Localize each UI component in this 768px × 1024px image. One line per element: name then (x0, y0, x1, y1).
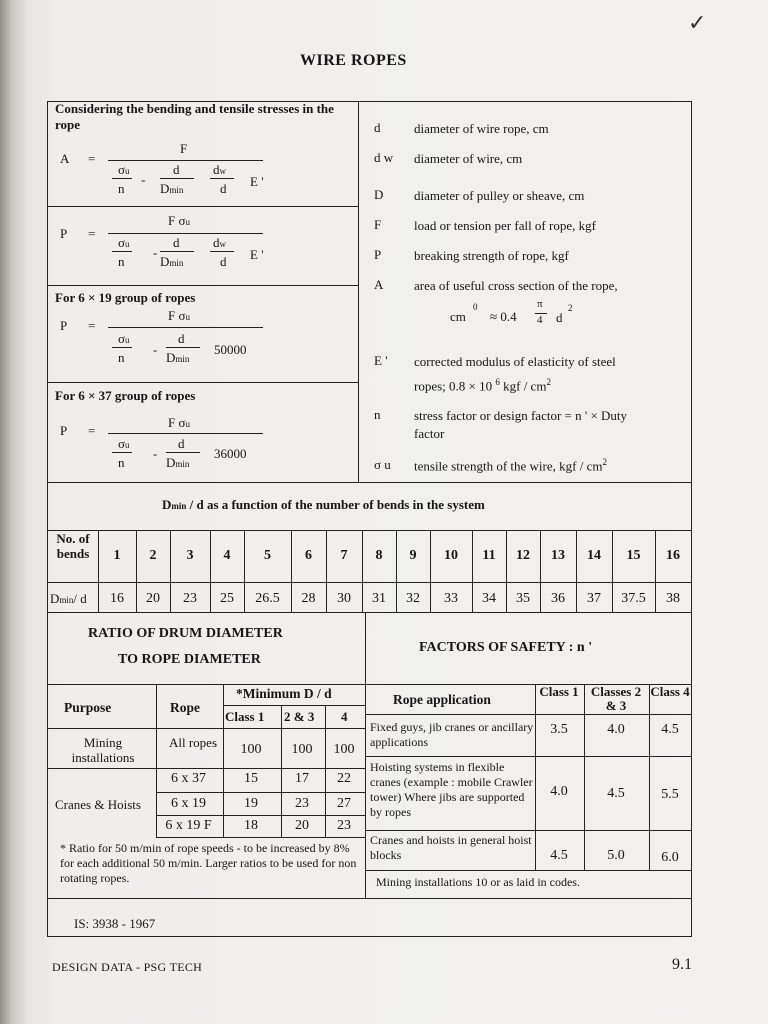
dmin-ratio: 16 (110, 591, 124, 606)
divider (48, 285, 358, 286)
symbol-description: tensile strength of the wire, kgf / $cm^2$ (414, 457, 607, 474)
drum-value: 20 (295, 818, 309, 833)
bends-row-label: No. of bends (56, 531, 90, 561)
fraction-bar (112, 452, 132, 453)
bend-count: 13 (551, 548, 565, 563)
divider (156, 815, 365, 816)
subcol-class23: 2 & 3 (284, 709, 315, 724)
drum-title-line1: RATIO OF DRUM DIAMETER (88, 626, 283, 641)
drum-value: 100 (333, 742, 355, 757)
rope-type: 6 x 19 (171, 796, 206, 811)
bend-count: 11 (482, 548, 496, 563)
divider (223, 705, 365, 706)
d-symbol: d (173, 235, 180, 250)
bends-title: Dmin / d as a function of the number of bends in the system (162, 497, 485, 512)
bend-count: 3 (186, 548, 194, 563)
four-symbol: 4 (537, 314, 543, 326)
safety-mining-note: Mining installations 10 or as laid in codes. (376, 875, 580, 889)
safety-value: 4.0 (550, 784, 568, 799)
n-symbol: n (118, 350, 125, 365)
E-prime: E ' (250, 247, 264, 262)
bend-count: 5 (264, 548, 271, 563)
divider (223, 684, 224, 837)
dmin-ratio: 37.5 (621, 591, 646, 606)
col-rope: Rope (170, 700, 200, 715)
bend-count: 2 (149, 548, 157, 563)
divider (365, 612, 366, 898)
dmin-ratio: 25 (220, 591, 234, 606)
divider (365, 870, 691, 871)
equals-sign: = (88, 318, 96, 333)
divider (365, 830, 691, 831)
drum-value: 23 (337, 818, 351, 833)
n-line2: factor (414, 426, 445, 441)
sigma-symbol: σu (118, 235, 130, 250)
bend-count: 14 (587, 548, 601, 563)
safety-application: Cranes and hoists in general hoist blocks (370, 833, 532, 862)
drum-value: 22 (337, 771, 351, 786)
Dmin-symbol: Dmin (160, 181, 184, 196)
footer-left: DESIGN DATA - PSG TECH (52, 960, 203, 974)
dmin-ratio: 33 (444, 591, 458, 606)
minus-sign: - (153, 245, 158, 260)
fraction-bar (166, 347, 200, 348)
fraction-bar (160, 178, 194, 179)
col-class4: Class 4 (650, 684, 690, 699)
bend-count: 8 (375, 548, 383, 563)
fraction-bar (112, 251, 132, 252)
fraction-bar (108, 233, 263, 234)
bend-count: 12 (516, 548, 530, 563)
sigma-symbol: σu (118, 436, 130, 451)
symbol: n (374, 407, 381, 422)
Dmin-symbol: Dmin (166, 455, 190, 470)
formula-intro: Considering the bending and tensile stresses in the rope (55, 101, 334, 132)
symbol-description: stress factor or design factor = n ' × Duty (414, 408, 628, 423)
symbol-description: load or tension per fall of rope, kgf (414, 218, 596, 233)
symbol: σ u (374, 457, 391, 472)
minus-sign: - (141, 172, 146, 187)
fraction-bar (112, 178, 132, 179)
col-purpose: Purpose (64, 700, 112, 715)
d-symbol: d (173, 162, 180, 177)
col-classes23: Classes 2 & 3 (590, 684, 642, 713)
safety-application: Fixed guys, jib cranes or ancillary applications (370, 720, 534, 749)
divider (358, 102, 359, 482)
page-title: WIRE ROPES (300, 52, 407, 69)
bend-count: 1 (113, 548, 121, 563)
fraction-bar (160, 251, 194, 252)
equals-sign: = (88, 423, 96, 438)
col-min-ratio: *Minimum D / d (236, 686, 332, 701)
subcol-class1: Class 1 (225, 709, 265, 724)
divider (649, 684, 650, 870)
purpose-mining: Mining installations (71, 735, 135, 765)
fraction-bar (108, 160, 263, 161)
col-class1: Class 1 (539, 684, 579, 699)
safety-value: 4.0 (607, 722, 625, 737)
subcol-class4: 4 (341, 709, 348, 724)
dmin-ratio: 30 (337, 591, 351, 606)
drum-value: 27 (337, 796, 351, 811)
divider (48, 382, 358, 383)
divider (48, 612, 691, 613)
safety-value: 5.0 (607, 848, 625, 863)
group-19-label: For 6 × 19 group of ropes (55, 290, 196, 305)
safety-title: FACTORS OF SAFETY : n ' (419, 640, 593, 655)
Dmin-symbol: Dmin (160, 254, 184, 269)
sigma-symbol: σu (118, 331, 130, 346)
drum-value: 100 (240, 742, 262, 757)
dmin-ratio: 31 (372, 591, 386, 606)
page-number: 9.1 (672, 956, 692, 973)
purpose-cranes: Cranes & Hoists (55, 797, 141, 812)
dmin-ratio: 34 (482, 591, 496, 606)
bend-count: 16 (666, 548, 680, 563)
constant-36000: 36000 (214, 446, 247, 461)
symbol: A (374, 277, 384, 292)
symbol: D (374, 187, 384, 202)
constant-50000: 50000 (214, 342, 247, 357)
area-approx: ≈ 0.4 (490, 309, 517, 324)
drum-note: * Ratio for 50 m/min of rope speeds - to be increased by 8% for each additional 50 m/min. Larger ratios to be used for non rotating ropes. (60, 841, 357, 885)
divider (48, 582, 691, 583)
rope-type: 6 x 19 F (165, 818, 212, 833)
divider (48, 482, 691, 483)
pi-symbol: π (537, 298, 543, 310)
sigma-symbol: σu (118, 162, 130, 177)
divider (48, 530, 691, 531)
symbol-description: diameter of pulley or sheave, cm (414, 188, 585, 203)
divider (365, 714, 691, 715)
d-symbol: d (220, 254, 227, 269)
n-symbol: n (118, 455, 125, 470)
safety-value: 4.5 (607, 786, 625, 801)
numerator-F-sigma: F σu (168, 308, 190, 323)
symbol: E ' (374, 353, 388, 368)
bend-count: 4 (223, 548, 231, 563)
divider (48, 728, 365, 729)
drum-title-line2: TO ROPE DIAMETER (118, 652, 261, 667)
bend-count: 15 (626, 548, 641, 563)
dmin-ratio: 36 (551, 591, 565, 606)
equals-sign: = (88, 226, 96, 241)
symbol: P (374, 247, 382, 262)
formula-P-lhs: P (60, 318, 68, 333)
bend-count: 10 (444, 548, 458, 563)
drum-value: 100 (291, 742, 313, 757)
dmin-ratio: 23 (183, 591, 197, 606)
numerator-F-sigma: F σu (168, 415, 190, 430)
drum-value: 23 (295, 796, 309, 811)
dmin-ratio: 26.5 (255, 591, 280, 606)
divider (365, 756, 691, 757)
dmin-ratio: 32 (406, 591, 420, 606)
divider (48, 898, 691, 899)
area-cm: cm (450, 309, 466, 324)
divider (535, 684, 536, 870)
divider (156, 684, 157, 837)
symbol-description: corrected modulus of elasticity of steel (414, 354, 616, 369)
divider (48, 768, 365, 769)
divider (48, 206, 358, 207)
equals-sign: = (88, 151, 96, 166)
formula-P-lhs: P (60, 226, 68, 241)
fraction-bar (108, 433, 263, 434)
drum-value: 19 (244, 796, 258, 811)
fraction-bar (166, 452, 200, 453)
safety-value: 4.5 (661, 722, 679, 737)
divider (156, 837, 365, 838)
symbol-description: breaking strength of rope, kgf (414, 248, 569, 263)
divider (156, 792, 365, 793)
formula-P-lhs: P (60, 423, 68, 438)
d-symbol: d (178, 436, 185, 451)
drum-value: 15 (244, 771, 258, 786)
Dmin-symbol: Dmin (166, 350, 190, 365)
rope-type: 6 x 37 (171, 771, 206, 786)
n-symbol: n (118, 254, 125, 269)
drum-value: 18 (244, 818, 258, 833)
dmin-ratio: 20 (146, 591, 160, 606)
safety-application: Hoisting systems in flexible cranes (example : mobile Crawler tower) Where jibs are supported by ropes (370, 760, 533, 819)
symbol: d w (374, 150, 394, 165)
dmin-ratio: 37 (587, 591, 601, 606)
dw-symbol: dw (213, 162, 226, 177)
fraction-bar (112, 347, 132, 348)
dmin-ratio: 28 (301, 591, 316, 606)
standard-reference: IS: 3938 - 1967 (74, 916, 156, 931)
fraction-bar (108, 327, 263, 328)
bend-count: 6 (305, 548, 312, 563)
dmin-ratio: 38 (666, 591, 680, 606)
symbol-description: area of useful cross section of the rope, (414, 278, 618, 293)
area-d: d (556, 310, 563, 325)
n-symbol: n (118, 181, 125, 196)
d-symbol: d (220, 181, 227, 196)
dmin-ratio: 35 (516, 591, 530, 606)
safety-value: 4.5 (550, 848, 568, 863)
E-line2: ropes; 0.8 × 10 $^6$ kgf / $cm^2$ (414, 377, 551, 394)
formula-A-lhs: A (60, 151, 70, 166)
safety-value: 5.5 (661, 787, 679, 802)
numerator-F-sigma: F σu (168, 213, 190, 228)
col-rope-application: Rope application (393, 692, 491, 707)
symbol: d (374, 120, 381, 135)
safety-value: 3.5 (550, 722, 568, 737)
drum-value: 17 (295, 771, 309, 786)
symbol-description: diameter of wire, cm (414, 151, 523, 166)
fraction-bar (210, 178, 234, 179)
minus-sign: - (153, 342, 158, 357)
group-37-label: For 6 × 37 group of ropes (55, 388, 196, 403)
area-d-exp: 2 (568, 303, 573, 313)
bend-count: 7 (340, 548, 348, 563)
minus-sign: - (153, 446, 158, 461)
numerator-F: F (180, 141, 188, 156)
area-cm-exp: 0 (473, 302, 478, 312)
rope-all: All ropes (168, 735, 218, 750)
fraction-bar (210, 251, 234, 252)
tick-mark-icon: ✓ (688, 10, 707, 35)
E-prime: E ' (250, 174, 264, 189)
safety-value: 6.0 (661, 850, 679, 865)
d-symbol: d (178, 331, 185, 346)
symbol-description: diameter of wire rope, cm (414, 121, 549, 136)
dw-symbol: dw (213, 235, 226, 250)
symbol: F (374, 217, 382, 232)
divider (48, 684, 365, 685)
bend-count: 9 (409, 548, 417, 563)
dmin-row-label: Dmin/ d (50, 591, 87, 606)
